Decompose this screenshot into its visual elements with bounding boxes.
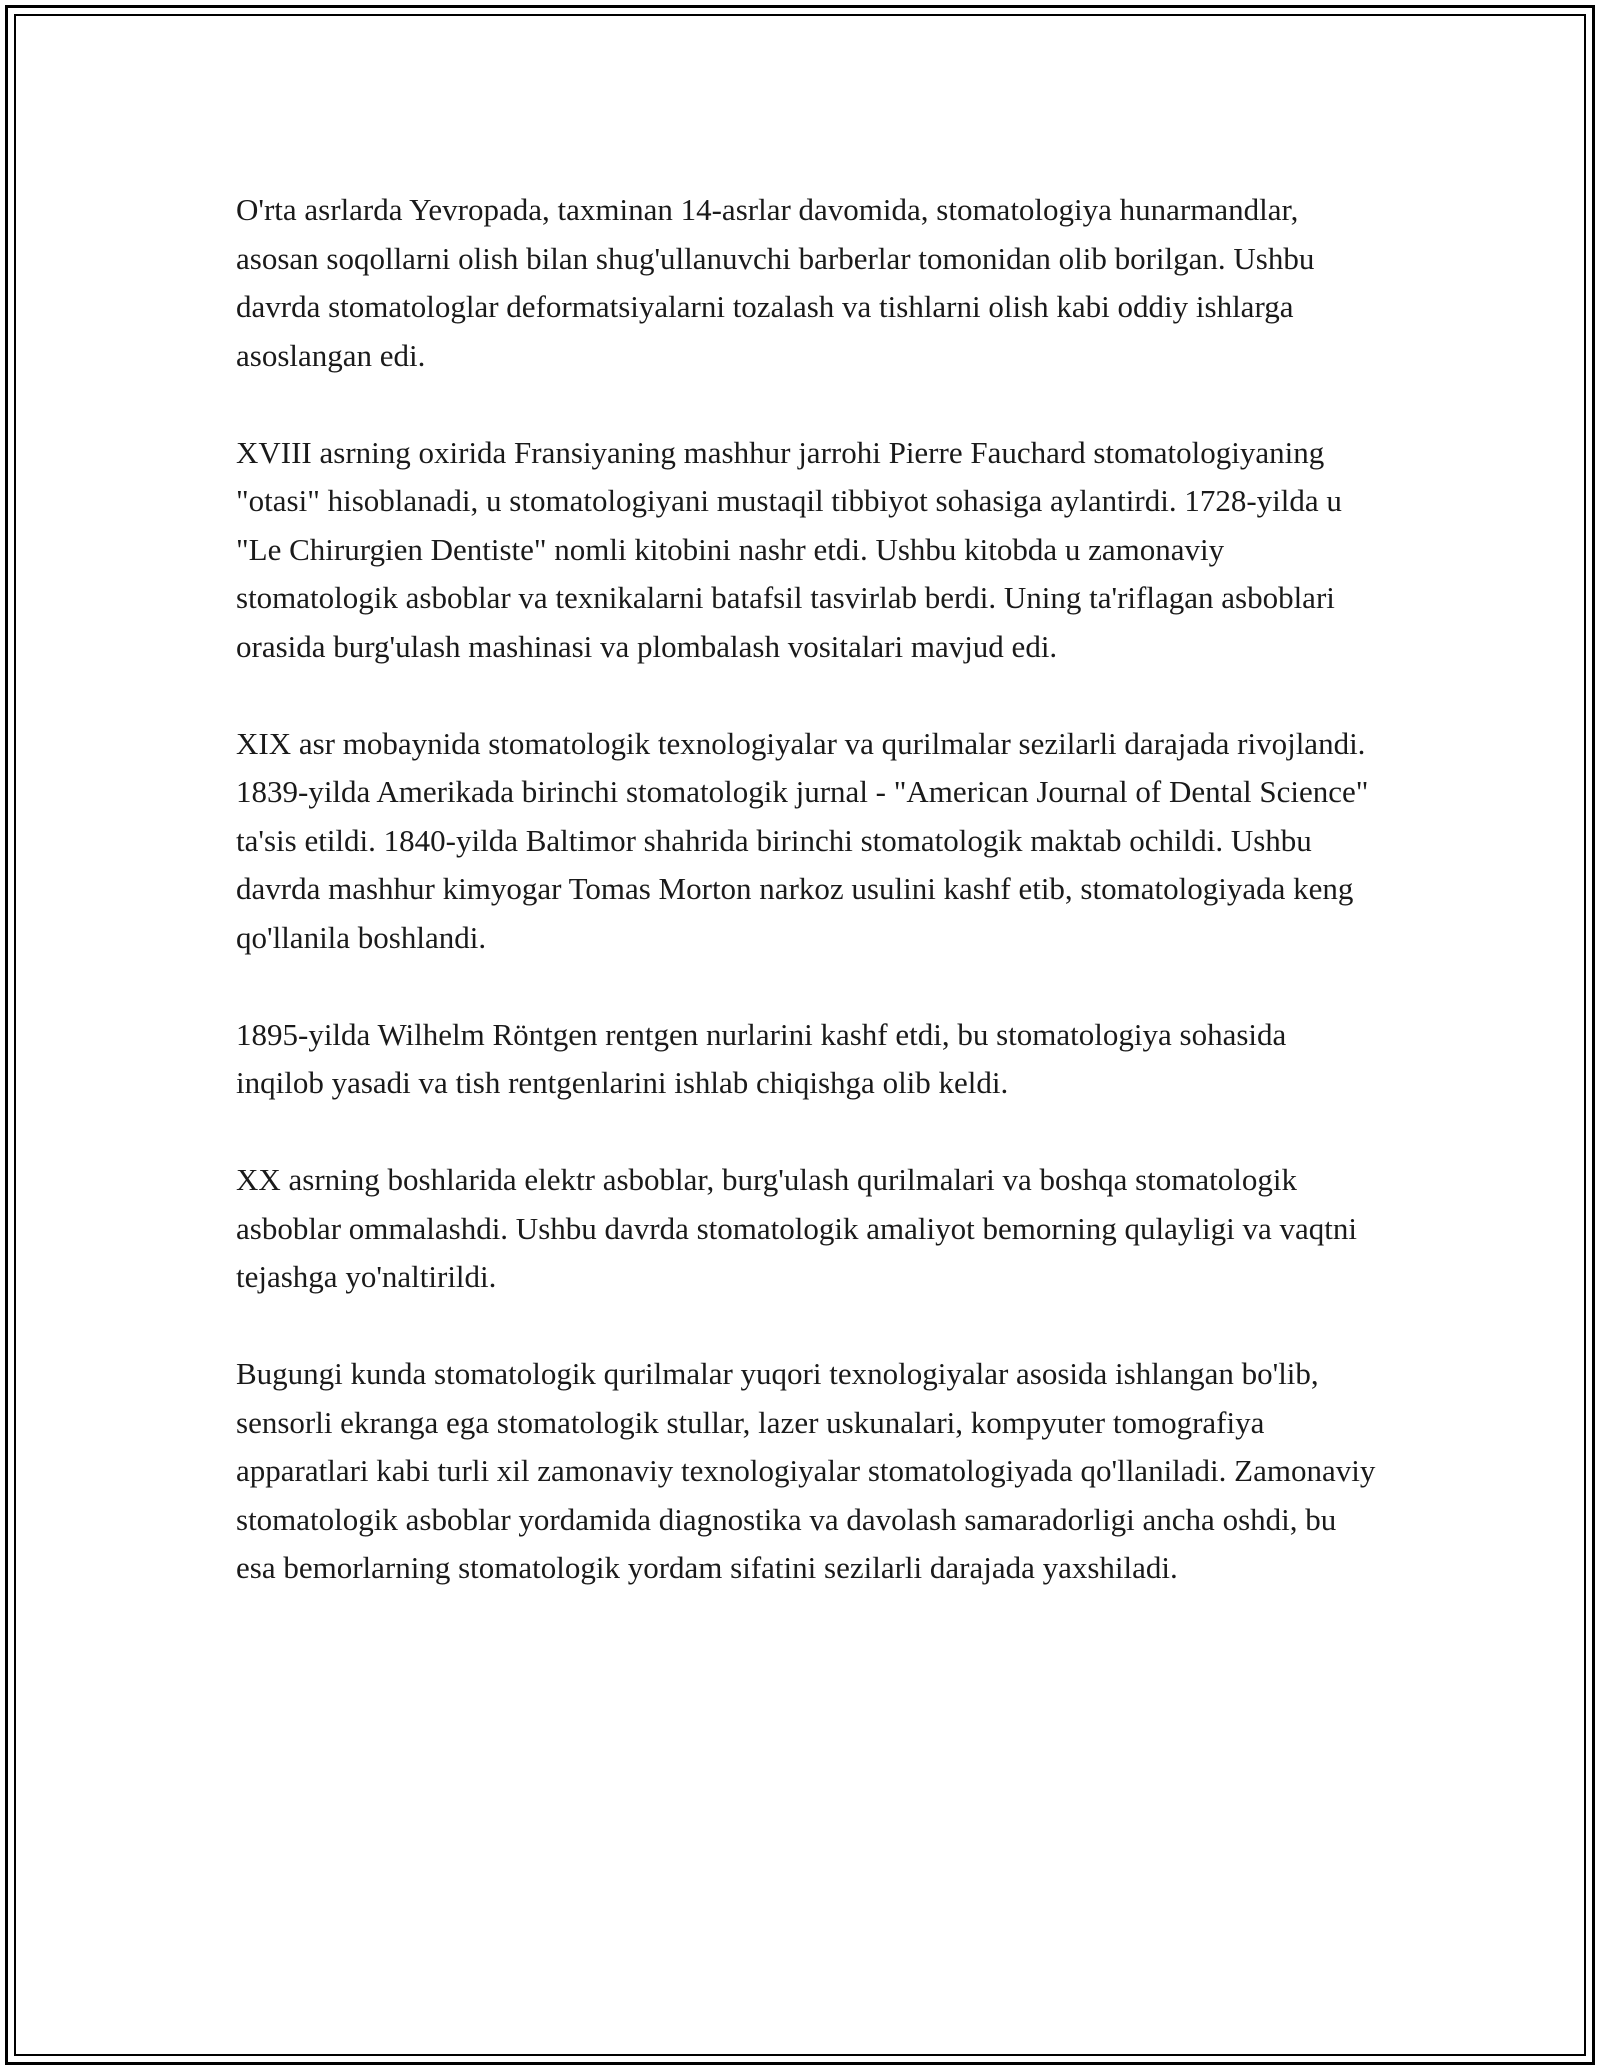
paragraph-20th-century: XX asrning boshlarida elektr asboblar, burg'ulash qurilmalari va boshqa stomatologik asboblar ommalashdi. Ushbu davrda stomatologik amaliyot bemorning qulayligi va vaqtni tejashga yo'naltirildi.: [236, 1162, 1357, 1294]
paragraph-rontgen: 1895-yilda Wilhelm Röntgen rentgen nurlarini kashf etdi, bu stomatologiya sohasida inqilob yasadi va tish rentgenlarini ishlab chiqishga olib keldi.: [236, 1016, 1287, 1100]
paragraph-medieval-europe: O'rta asrlarda Yevropada, taxminan 14-asrlar davomida, stomatologiya hunarmandlar, asosan soqollarni olish bilan shug'ullanuvchi barberlar tomonidan olib borilgan. Ushbu davrda stomatologlar deformatsiyalarni tozalash va tishlarni olish kabi oddiy ishlarga asoslangan edi.: [236, 192, 1315, 373]
document-body: [236, 186, 1376, 1641]
paragraph-fauchard: XVIII asrning oxirida Fransiyaning mashhur jarrohi Pierre Fauchard stomatologiyaning "otasi" hisoblanadi, u stomatologiyani mustaqil tibbiyot sohasiga aylantirdi. 1728-yilda u "Le Chirurgien Dentiste" nomli kitobini nashr etdi. Ushbu kitobda u zamonaviy stomatologik asboblar va texnikalarni batafsil tasvirlab berdi. Uning ta'riflagan asboblari orasida burg'ulash mashinasi va plombalash vositalari mavjud edi.: [236, 434, 1342, 664]
paragraph-19th-century: XIX asr mobaynida stomatologik texnologiyalar va qurilmalar sezilarli darajada rivojlandi. 1839-yilda Amerikada birinchi stomatologik jurnal - "American Journal of Dental Science" ta'sis etildi. 1840-yilda Baltimor shahrida birinchi stomatologik maktab ochildi. Ushbu davrda mashhur kimyogar Tomas Morton narkoz usulini kashf etib, stomatologiyada keng qo'llanila boshlandi.: [236, 725, 1369, 955]
paragraph-modern-day: Bugungi kunda stomatologik qurilmalar yuqori texnologiyalar asosida ishlangan bo'lib, sensorli ekranga ega stomatologik stullar, lazer uskunalari, kompyuter tomografiya apparatlari kabi turli xil zamonaviy texnologiyalar stomatologiyada qo'llaniladi. Zamonaviy stomatologik asboblar yordamida diagnostika va davolash samaradorligi ancha oshdi, bu esa bemorlarning stomatologik yordam sifatini sezilarli darajada yaxshiladi.: [236, 1356, 1376, 1585]
